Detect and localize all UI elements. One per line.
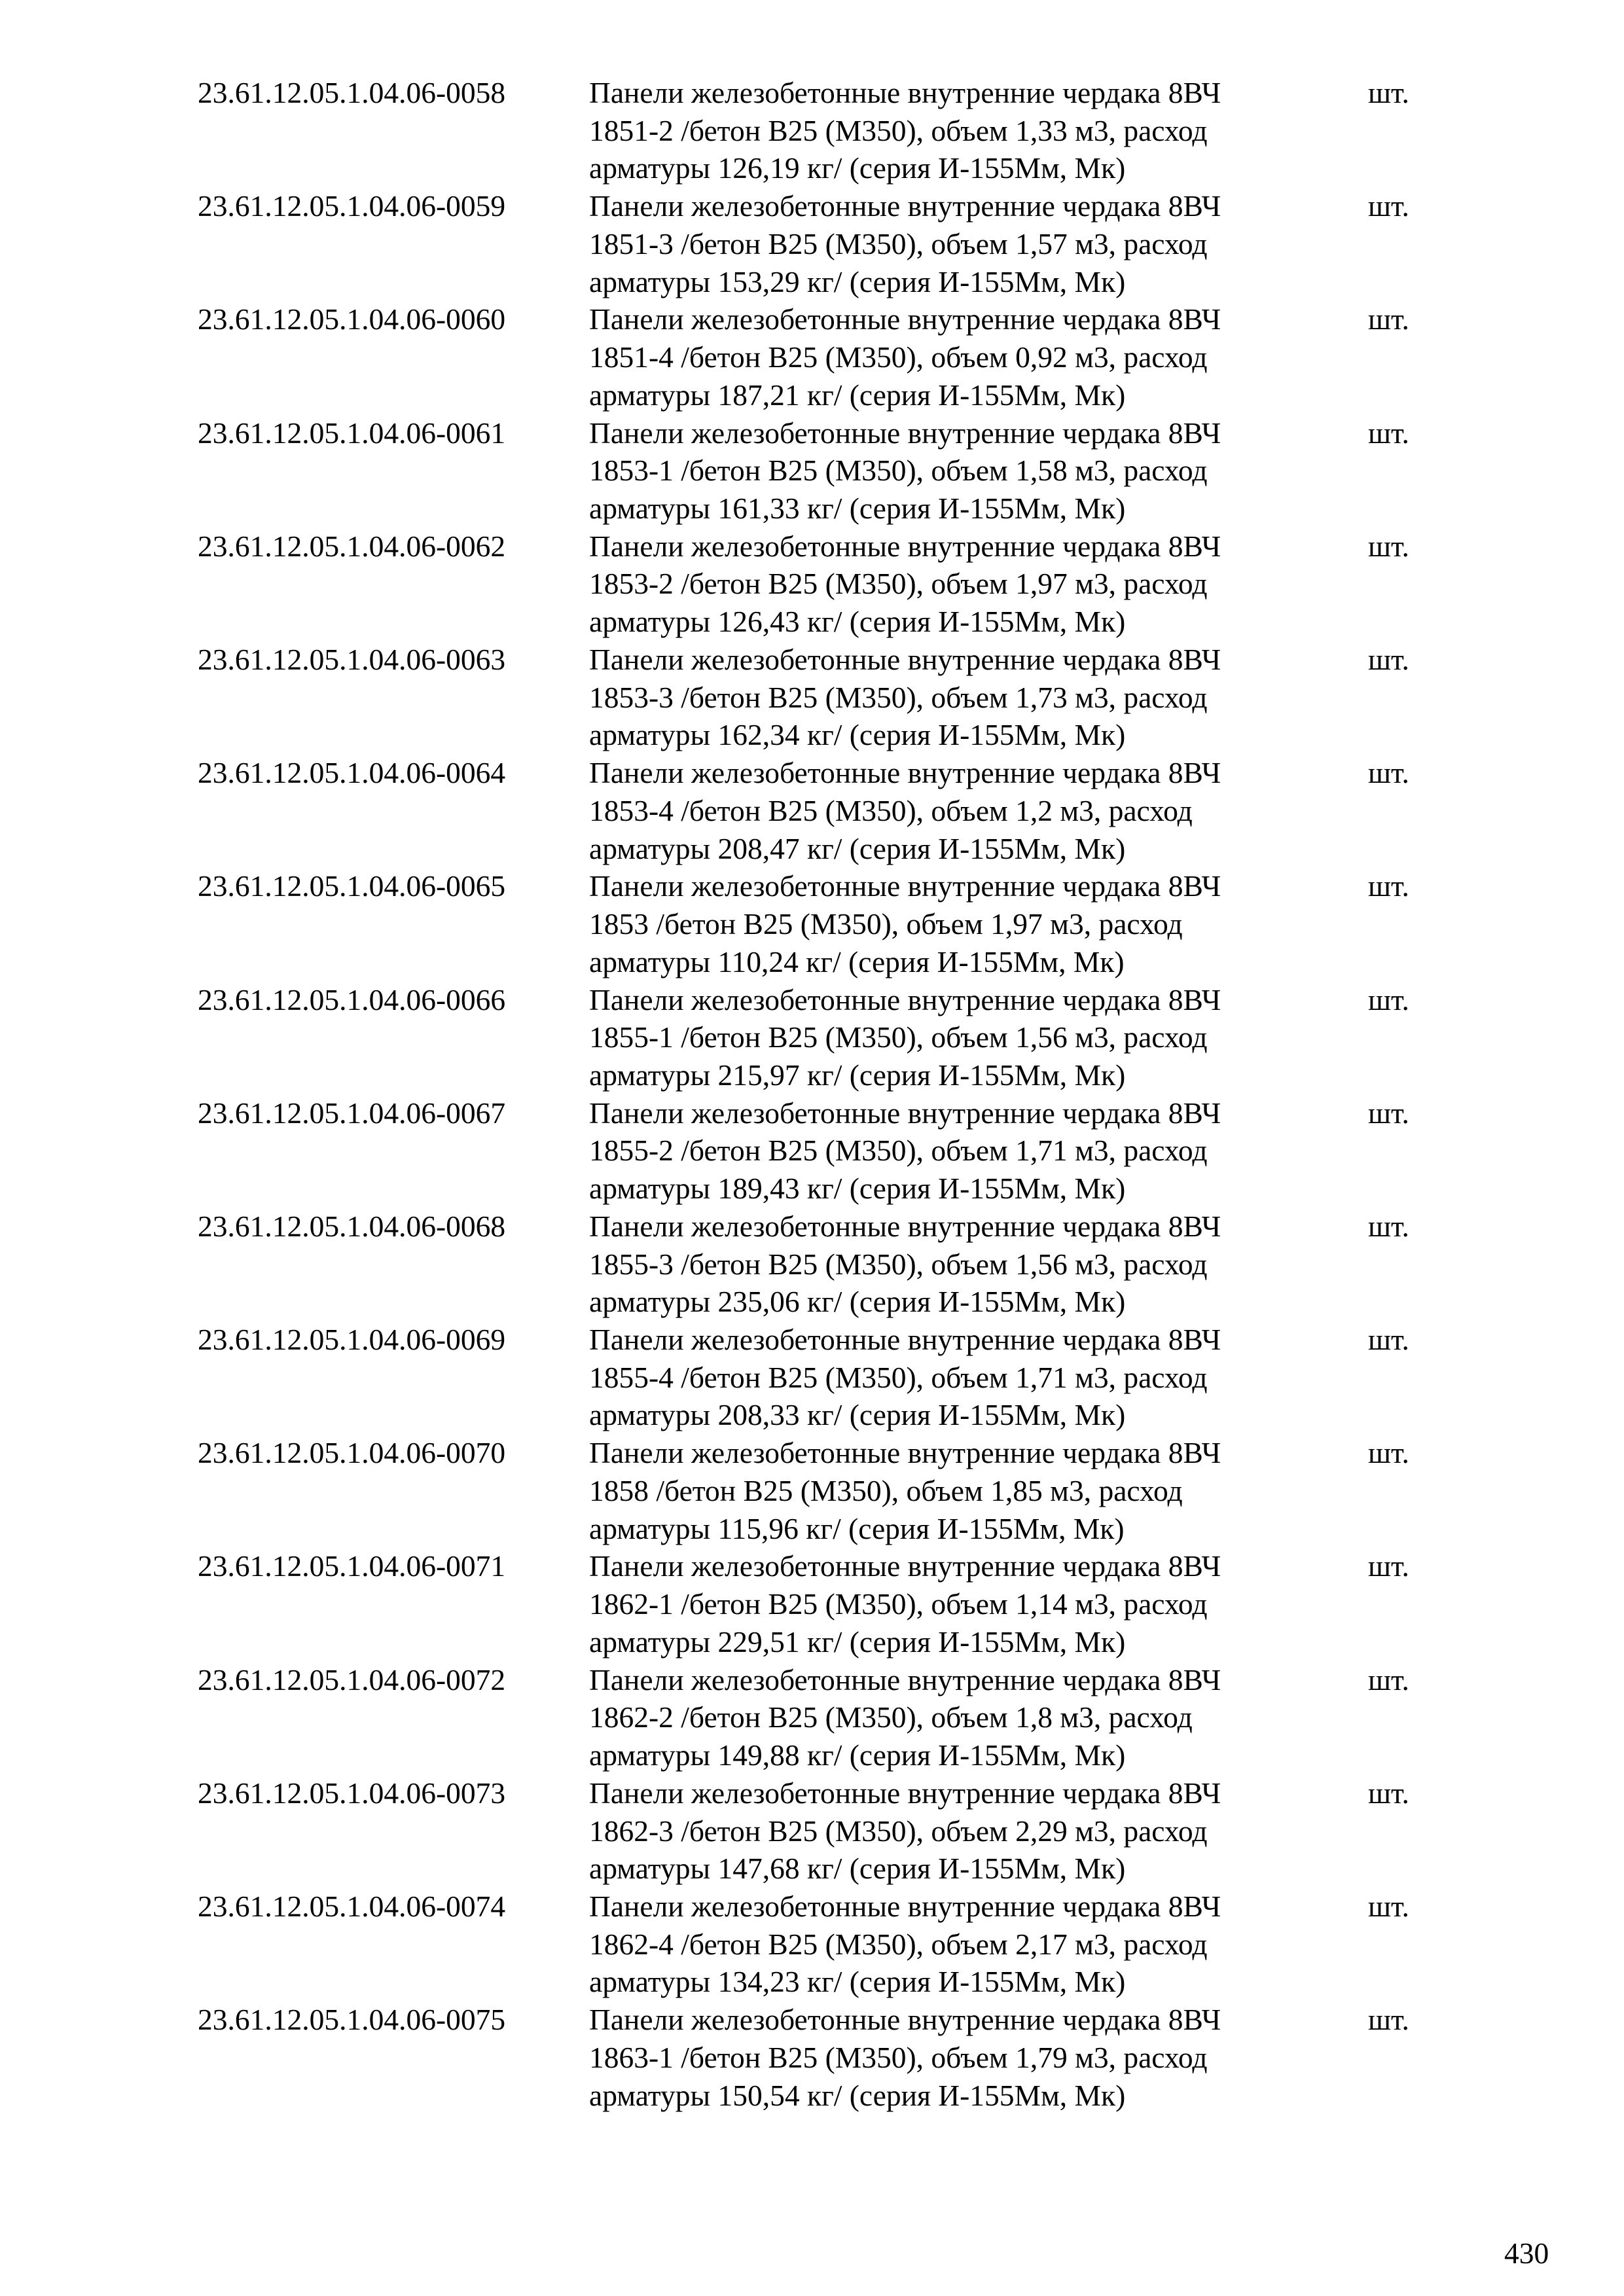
resource-description bbox=[589, 1094, 1342, 1208]
table-row bbox=[0, 528, 1624, 641]
table-row bbox=[0, 641, 1624, 754]
unit-of-measure: шт. bbox=[1368, 982, 1409, 1016]
unit-of-measure: шт. bbox=[1368, 756, 1409, 790]
description-line: арматуры 126,19 кг/ (серия И-155Мм, Мк) bbox=[589, 151, 1126, 185]
description-line: 1853-2 /бетон В25 (М350), объем 1,97 м3, расход bbox=[589, 567, 1208, 601]
description-line: Панели железобетонные внутренние чердака 8ВЧ bbox=[589, 1323, 1221, 1357]
description-line: Панели железобетонные внутренние чердака 8ВЧ bbox=[589, 1209, 1221, 1243]
resource-description bbox=[589, 981, 1342, 1094]
description-line: арматуры 208,33 кг/ (серия И-155Мм, Мк) bbox=[589, 1398, 1126, 1432]
table-row bbox=[0, 1547, 1624, 1660]
resource-description bbox=[589, 2001, 1342, 2114]
resource-description bbox=[589, 1434, 1342, 1547]
description-line: Панели железобетонные внутренние чердака 8ВЧ bbox=[589, 1549, 1221, 1583]
description-line: 1862-2 /бетон В25 (М350), объем 1,8 м3, расход bbox=[589, 1700, 1193, 1734]
unit-of-measure: шт. bbox=[1368, 1662, 1409, 1696]
description-line: арматуры 161,33 кг/ (серия И-155Мм, Мк) bbox=[589, 491, 1126, 525]
description-line: Панели железобетонные внутренние чердака 8ВЧ bbox=[589, 756, 1221, 790]
resource-code: 23.61.12.05.1.04.06-0066 bbox=[198, 982, 506, 1016]
description-line: Панели железобетонные внутренние чердака 8ВЧ bbox=[589, 642, 1221, 676]
table-row bbox=[0, 1321, 1624, 1434]
table-row bbox=[0, 1661, 1624, 1774]
unit-of-measure: шт. bbox=[1368, 189, 1409, 223]
resource-code: 23.61.12.05.1.04.06-0060 bbox=[198, 302, 506, 336]
unit-of-measure: шт. bbox=[1368, 529, 1409, 563]
resource-description bbox=[589, 1888, 1342, 2001]
resource-code: 23.61.12.05.1.04.06-0075 bbox=[198, 2003, 506, 2037]
table-row bbox=[0, 414, 1624, 528]
resource-code: 23.61.12.05.1.04.06-0059 bbox=[198, 189, 506, 223]
description-line: Панели железобетонные внутренние чердака 8ВЧ bbox=[589, 1776, 1221, 1810]
resource-description bbox=[589, 528, 1342, 641]
unit-of-measure: шт. bbox=[1368, 76, 1409, 109]
table-row bbox=[0, 1094, 1624, 1208]
resource-description bbox=[589, 867, 1342, 980]
resource-code: 23.61.12.05.1.04.06-0058 bbox=[198, 76, 506, 109]
description-line: 1851-4 /бетон В25 (М350), объем 0,92 м3, расход bbox=[589, 340, 1208, 374]
table-row bbox=[0, 1888, 1624, 2001]
description-line: Панели железобетонные внутренние чердака 8ВЧ bbox=[589, 189, 1221, 223]
unit-of-measure: шт. bbox=[1368, 1890, 1409, 1923]
description-line: 1851-3 /бетон В25 (М350), объем 1,57 м3, расход bbox=[589, 226, 1208, 260]
description-line: арматуры 229,51 кг/ (серия И-155Мм, Мк) bbox=[589, 1624, 1126, 1659]
resource-code: 23.61.12.05.1.04.06-0063 bbox=[198, 642, 506, 676]
unit-of-measure: шт. bbox=[1368, 1209, 1409, 1243]
description-line: арматуры 215,97 кг/ (серия И-155Мм, Мк) bbox=[589, 1058, 1126, 1092]
resource-code: 23.61.12.05.1.04.06-0071 bbox=[198, 1549, 506, 1583]
description-line: арматуры 126,43 кг/ (серия И-155Мм, Мк) bbox=[589, 605, 1126, 639]
description-line: арматуры 110,24 кг/ (серия И-155Мм, Мк) bbox=[589, 944, 1125, 978]
resource-code: 23.61.12.05.1.04.06-0073 bbox=[198, 1776, 506, 1810]
description-line: Панели железобетонные внутренние чердака 8ВЧ bbox=[589, 1436, 1221, 1470]
table-row bbox=[0, 981, 1624, 1094]
resource-code: 23.61.12.05.1.04.06-0067 bbox=[198, 1096, 506, 1130]
resource-code: 23.61.12.05.1.04.06-0070 bbox=[198, 1436, 506, 1470]
description-line: Панели железобетонные внутренние чердака 8ВЧ bbox=[589, 1096, 1221, 1130]
description-line: арматуры 189,43 кг/ (серия И-155Мм, Мк) bbox=[589, 1172, 1126, 1206]
description-line: Панели железобетонные внутренние чердака 8ВЧ bbox=[589, 416, 1221, 450]
resource-code: 23.61.12.05.1.04.06-0061 bbox=[198, 416, 506, 450]
unit-of-measure: шт. bbox=[1368, 2003, 1409, 2037]
description-line: 1855-3 /бетон В25 (М350), объем 1,56 м3, расход bbox=[589, 1247, 1208, 1281]
description-line: Панели железобетонные внутренние чердака 8ВЧ bbox=[589, 1890, 1221, 1923]
description-line: 1853 /бетон В25 (М350), объем 1,97 м3, расход bbox=[589, 907, 1183, 941]
description-line: арматуры 208,47 кг/ (серия И-155Мм, Мк) bbox=[589, 831, 1126, 865]
table-row bbox=[0, 2001, 1624, 2114]
unit-of-measure: шт. bbox=[1368, 1776, 1409, 1810]
description-line: 1862-4 /бетон В25 (М350), объем 2,17 м3, расход bbox=[589, 1927, 1208, 1961]
description-line: 1855-1 /бетон В25 (М350), объем 1,56 м3, расход bbox=[589, 1020, 1208, 1054]
description-line: арматуры 235,06 кг/ (серия И-155Мм, Мк) bbox=[589, 1285, 1126, 1319]
resource-description bbox=[589, 187, 1342, 300]
unit-of-measure: шт. bbox=[1368, 1436, 1409, 1470]
description-line: 1853-3 /бетон В25 (М350), объем 1,73 м3, расход bbox=[589, 680, 1208, 714]
description-line: Панели железобетонные внутренние чердака 8ВЧ bbox=[589, 529, 1221, 563]
description-line: 1853-1 /бетон В25 (М350), объем 1,58 м3, расход bbox=[589, 454, 1208, 488]
resource-code: 23.61.12.05.1.04.06-0072 bbox=[198, 1662, 506, 1696]
table-row bbox=[0, 754, 1624, 867]
resource-code: 23.61.12.05.1.04.06-0068 bbox=[198, 1209, 506, 1243]
resource-code: 23.61.12.05.1.04.06-0069 bbox=[198, 1323, 506, 1357]
resource-description bbox=[589, 1321, 1342, 1434]
description-line: Панели железобетонные внутренние чердака 8ВЧ bbox=[589, 869, 1221, 903]
table-row bbox=[0, 1774, 1624, 1888]
description-line: арматуры 134,23 кг/ (серия И-155Мм, Мк) bbox=[589, 1965, 1126, 1999]
resource-description bbox=[589, 300, 1342, 414]
resource-description bbox=[589, 1661, 1342, 1774]
resource-code: 23.61.12.05.1.04.06-0065 bbox=[198, 869, 506, 903]
table-row bbox=[0, 1434, 1624, 1547]
unit-of-measure: шт. bbox=[1368, 642, 1409, 676]
description-line: арматуры 150,54 кг/ (серия И-155Мм, Мк) bbox=[589, 2078, 1126, 2112]
table-row bbox=[0, 1208, 1624, 1321]
resource-code: 23.61.12.05.1.04.06-0074 bbox=[198, 1890, 506, 1923]
unit-of-measure: шт. bbox=[1368, 1549, 1409, 1583]
resource-description bbox=[589, 414, 1342, 528]
table-row bbox=[0, 300, 1624, 414]
resource-description bbox=[589, 1547, 1342, 1660]
description-line: 1855-4 /бетон В25 (М350), объем 1,71 м3, расход bbox=[589, 1360, 1208, 1394]
description-line: арматуры 187,21 кг/ (серия И-155Мм, Мк) bbox=[589, 378, 1126, 412]
description-line: Панели железобетонные внутренние чердака 8ВЧ bbox=[589, 1662, 1221, 1696]
description-line: 1863-1 /бетон В25 (М350), объем 1,79 м3, расход bbox=[589, 2040, 1208, 2074]
page-number: 430 bbox=[1504, 2236, 1549, 2270]
table-row bbox=[0, 867, 1624, 980]
unit-of-measure: шт. bbox=[1368, 416, 1409, 450]
description-line: Панели железобетонные внутренние чердака 8ВЧ bbox=[589, 2003, 1221, 2037]
unit-of-measure: шт. bbox=[1368, 1096, 1409, 1130]
description-line: арматуры 149,88 кг/ (серия И-155Мм, Мк) bbox=[589, 1738, 1126, 1772]
resource-description bbox=[589, 74, 1342, 187]
table-row bbox=[0, 74, 1624, 187]
resource-description bbox=[589, 1208, 1342, 1321]
description-line: арматуры 115,96 кг/ (серия И-155Мм, Мк) bbox=[589, 1511, 1125, 1545]
description-line: арматуры 162,34 кг/ (серия И-155Мм, Мк) bbox=[589, 718, 1126, 752]
resource-description bbox=[589, 641, 1342, 754]
description-line: 1851-2 /бетон В25 (М350), объем 1,33 м3, расход bbox=[589, 113, 1208, 147]
description-line: 1862-1 /бетон В25 (М350), объем 1,14 м3, расход bbox=[589, 1587, 1208, 1621]
unit-of-measure: шт. bbox=[1368, 1323, 1409, 1357]
description-line: 1855-2 /бетон В25 (М350), объем 1,71 м3, расход bbox=[589, 1134, 1208, 1168]
unit-of-measure: шт. bbox=[1368, 302, 1409, 336]
description-line: 1862-3 /бетон В25 (М350), объем 2,29 м3, расход bbox=[589, 1814, 1208, 1848]
price-list-table bbox=[0, 74, 1624, 2114]
unit-of-measure: шт. bbox=[1368, 869, 1409, 903]
resource-code: 23.61.12.05.1.04.06-0064 bbox=[198, 756, 506, 790]
description-line: арматуры 153,29 кг/ (серия И-155Мм, Мк) bbox=[589, 264, 1126, 298]
description-line: Панели железобетонные внутренние чердака 8ВЧ bbox=[589, 302, 1221, 336]
resource-code: 23.61.12.05.1.04.06-0062 bbox=[198, 529, 506, 563]
resource-description bbox=[589, 754, 1342, 867]
table-row bbox=[0, 187, 1624, 300]
description-line: арматуры 147,68 кг/ (серия И-155Мм, Мк) bbox=[589, 1852, 1126, 1886]
description-line: 1853-4 /бетон В25 (М350), объем 1,2 м3, расход bbox=[589, 793, 1193, 827]
description-line: 1858 /бетон В25 (М350), объем 1,85 м3, расход bbox=[589, 1473, 1183, 1507]
description-line: Панели железобетонные внутренние чердака 8ВЧ bbox=[589, 76, 1221, 109]
resource-description bbox=[589, 1774, 1342, 1888]
description-line: Панели железобетонные внутренние чердака 8ВЧ bbox=[589, 982, 1221, 1016]
